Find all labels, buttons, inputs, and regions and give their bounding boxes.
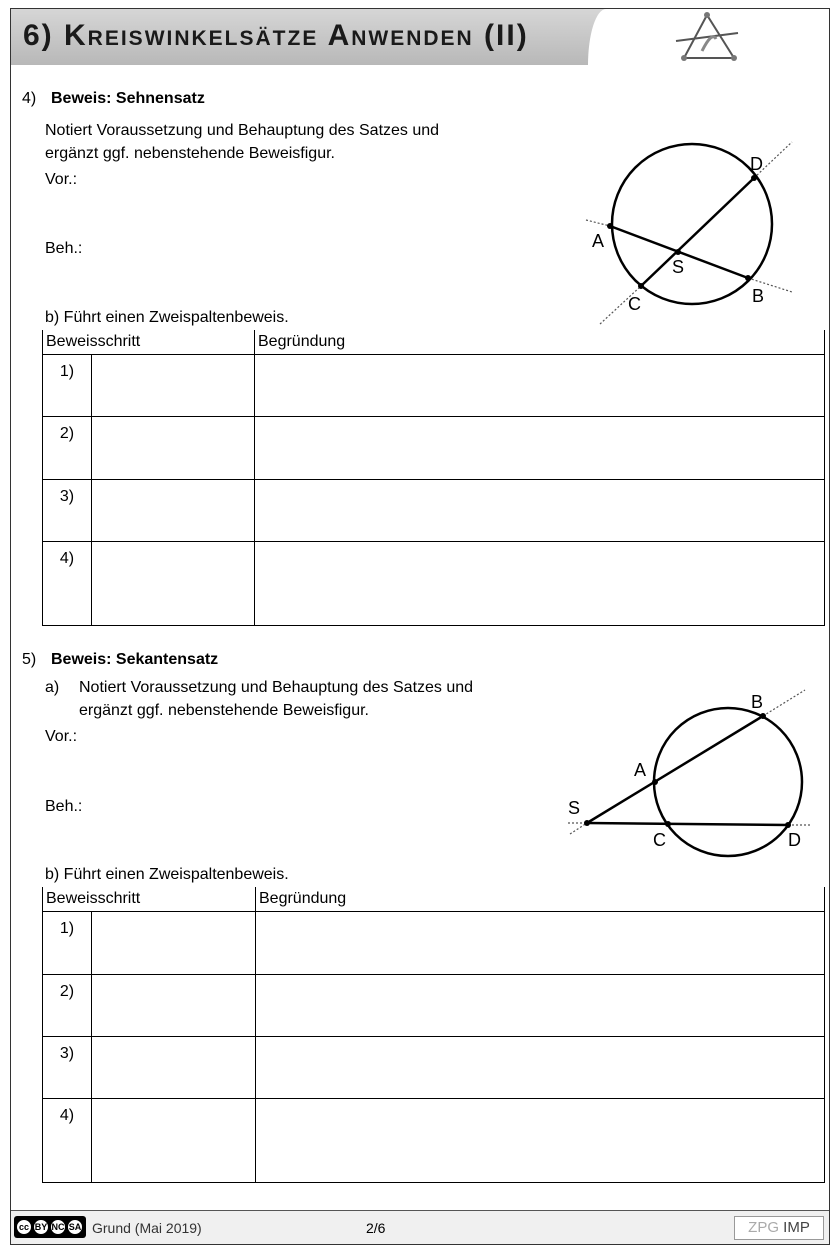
table-row [43,355,825,417]
by-icon: BY [33,1219,49,1235]
fig5-label-a: A [634,760,647,780]
task5-part-b: b) Führt einen Zweispaltenbeweis. [45,866,289,883]
task4-vor-label: Vor.: [45,171,78,188]
fig5-label-d: D [788,830,801,850]
table-row [43,975,825,1037]
row-number: 3) [43,1037,92,1099]
table-row [43,417,825,480]
step-cell[interactable] [92,912,256,975]
triangle-logo-icon [672,11,742,65]
task4-col-beweisschritt: Beweisschritt [43,330,255,355]
chord-theorem-figure [580,138,800,330]
reason-cell[interactable] [255,355,825,417]
task5-col-begruendung: Begründung [256,887,825,912]
task4-title: Beweis: Sehnensatz [51,90,205,107]
fig4-label-c: C [628,294,641,314]
row-number: 4) [43,542,92,626]
step-cell[interactable] [92,417,255,480]
task5-col-beweisschritt: Beweisschritt [43,887,256,912]
table-row [43,912,825,975]
fig4-label-a: A [592,231,605,251]
zpg-imp-logo [734,1216,824,1240]
reason-cell[interactable] [255,417,825,480]
fig4-label-s: S [672,257,685,277]
task4-number: 4) [22,90,37,107]
task5-sub-a: a) [45,679,60,696]
task4-table-header [43,330,825,355]
footer-author: Grund (Mai 2019) [92,1220,202,1236]
task4-col-begruendung: Begründung [255,330,825,355]
row-number: 4) [43,1099,92,1183]
reason-cell[interactable] [256,912,825,975]
imp-label: IMP [783,1219,810,1236]
step-cell[interactable] [92,975,256,1037]
zpg-label: ZPG [748,1219,779,1236]
nc-icon: NC [50,1219,66,1235]
task5-intro-line1: Notiert Voraussetzung und Behauptung des Satzes und [79,679,474,696]
step-cell[interactable] [92,1099,256,1183]
reason-cell[interactable] [256,975,825,1037]
task4-proof-table [42,330,825,626]
row-number: 1) [43,355,92,417]
reason-cell[interactable] [255,480,825,542]
table-row [43,480,825,542]
task5-number: 5) [22,651,37,668]
row-number: 2) [43,975,92,1037]
row-number: 2) [43,417,92,480]
task5-title: Beweis: Sekantensatz [51,651,219,668]
fig5-label-s: S [568,798,581,818]
row-number: 3) [43,480,92,542]
secant-theorem-figure [560,686,815,862]
task5-proof-table [42,887,825,1183]
reason-cell[interactable] [256,1099,825,1183]
task4-beh-label: Beh.: [45,240,83,257]
step-cell[interactable] [92,1037,256,1099]
task4-intro-line1: Notiert Voraussetzung und Behauptung des Satzes und [45,122,440,139]
step-cell[interactable] [92,542,255,626]
page-number: 2/6 [366,1220,386,1236]
table-row [43,1099,825,1183]
fig5-label-c: C [653,830,666,850]
fig4-label-b: B [752,286,765,306]
fig4-label-d: D [750,154,763,174]
task5-beh-label: Beh.: [45,798,83,815]
cc-license-badge[interactable] [14,1216,86,1238]
task4-part-b: b) Führt einen Zweispaltenbeweis. [45,309,289,326]
reason-cell[interactable] [256,1037,825,1099]
table-row [43,542,825,626]
row-number: 1) [43,912,92,975]
task4-intro-line2: ergänzt ggf. nebenstehende Beweisfigur. [45,145,335,162]
sa-icon: SA [67,1219,83,1235]
task5-vor-label: Vor.: [45,728,78,745]
reason-cell[interactable] [255,542,825,626]
page-title: 6) Kreiswinkelsätze Anwenden (II) [23,19,529,52]
step-cell[interactable] [92,355,255,417]
cc-icon: cc [16,1219,32,1235]
fig5-label-b: B [751,692,764,712]
table-row [43,1037,825,1099]
task5-intro-line2: ergänzt ggf. nebenstehende Beweisfigur. [79,702,369,719]
step-cell[interactable] [92,480,255,542]
task5-table-header [43,887,825,912]
